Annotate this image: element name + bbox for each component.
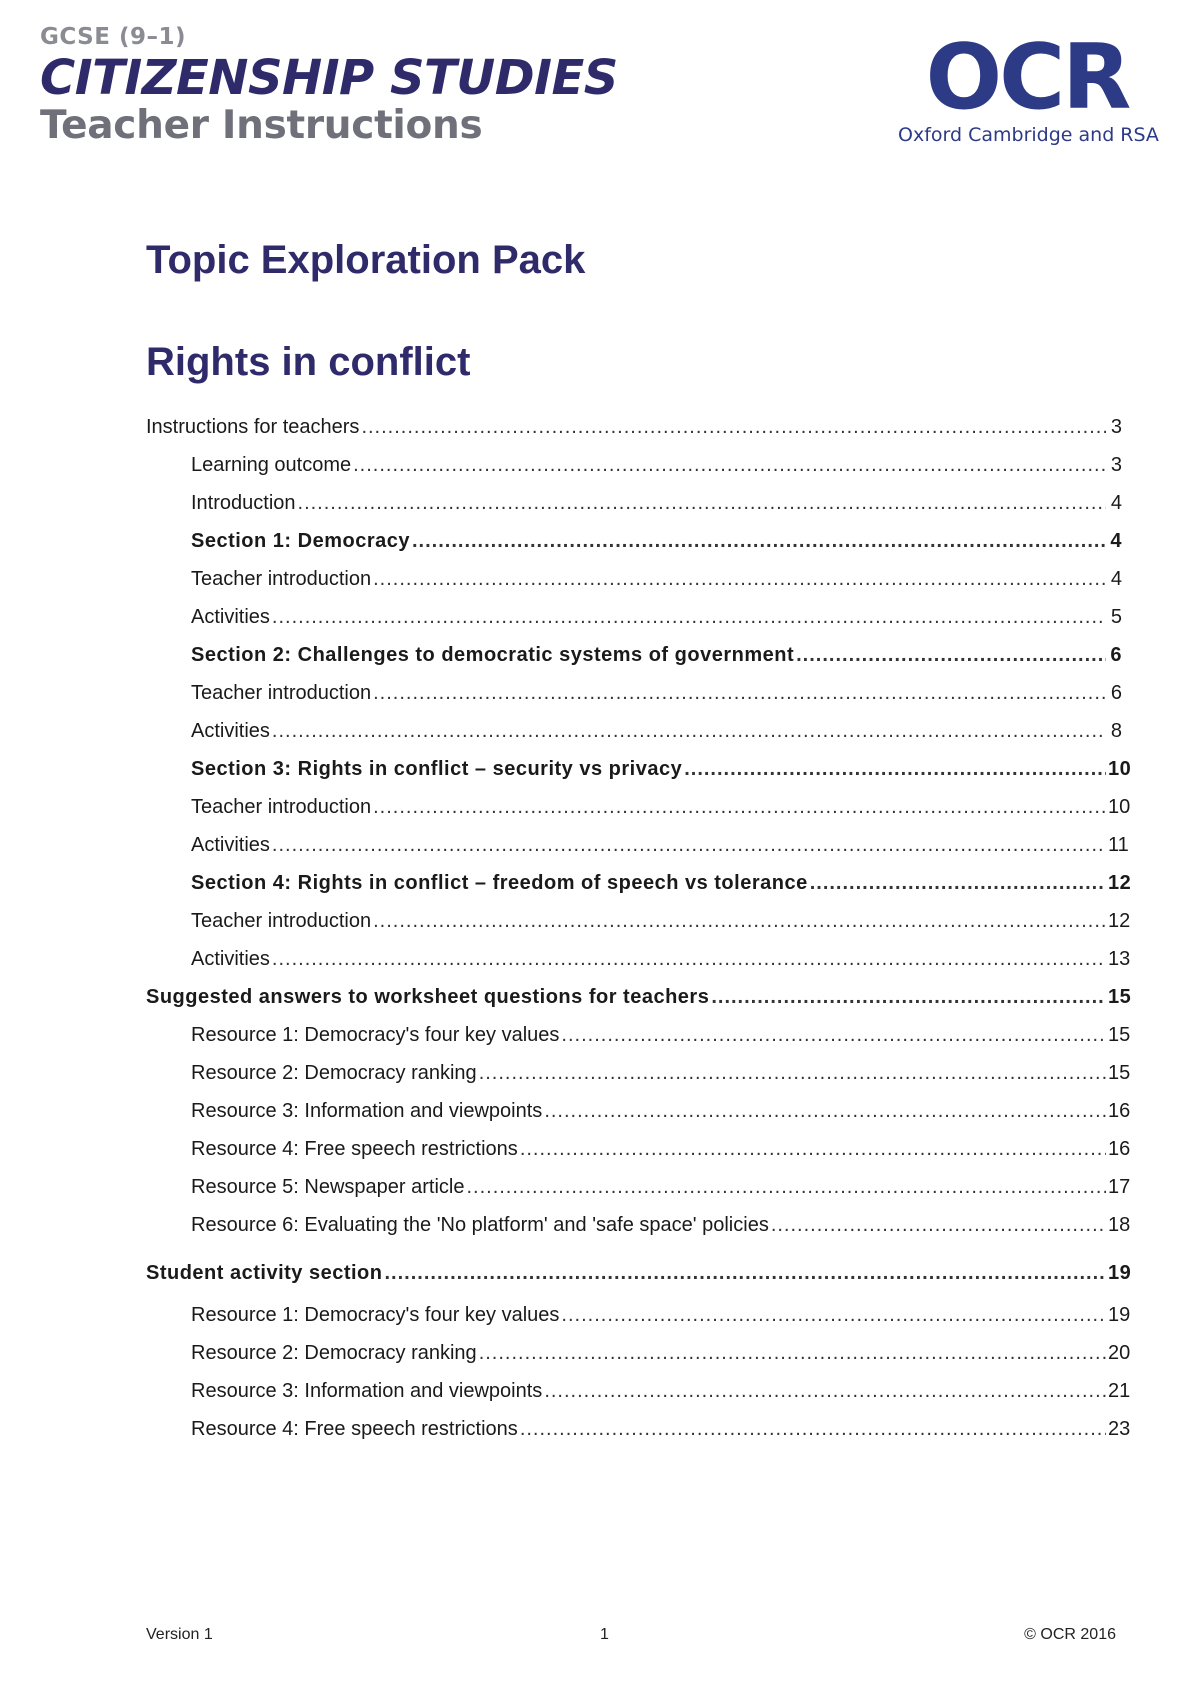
toc-entry-answers-resource-6[interactable] <box>146 1214 1131 1252</box>
toc-entry-answers-resource-3[interactable] <box>146 1100 1131 1138</box>
toc-leader <box>684 758 1106 781</box>
toc-page: 17 <box>1108 1176 1131 1198</box>
toc-label: Teacher introduction <box>191 796 372 818</box>
toc-leader <box>466 1176 1106 1199</box>
toc-leader <box>771 1214 1106 1237</box>
version-label: Version 1 <box>146 1626 213 1643</box>
toc-leader <box>361 416 1106 439</box>
toc-page: 6 <box>1110 682 1122 704</box>
toc-entry-s2-teacher-intro[interactable] <box>146 682 1122 720</box>
toc-page: 8 <box>1110 720 1122 742</box>
toc-page: 4 <box>1110 530 1122 552</box>
toc-label: Resource 3: Information and viewpoints <box>191 1380 543 1402</box>
toc-leader <box>272 834 1106 857</box>
toc-leader <box>353 454 1106 477</box>
toc-label: Instructions for teachers <box>146 416 360 438</box>
toc-page: 6 <box>1110 644 1122 666</box>
toc-entry-suggested-answers[interactable] <box>146 986 1132 1024</box>
toc-label: Resource 5: Newspaper article <box>191 1176 465 1198</box>
toc-leader <box>561 1304 1106 1327</box>
toc-entry-section-4[interactable] <box>146 872 1132 910</box>
toc-label: Section 1: Democracy <box>191 530 410 552</box>
toc-leader <box>561 1024 1106 1047</box>
toc-page: 5 <box>1110 606 1122 628</box>
toc-label: Section 4: Rights in conflict – freedom of speech vs tolerance <box>191 872 808 894</box>
toc-page: 23 <box>1108 1418 1131 1440</box>
toc-leader <box>796 644 1106 667</box>
toc-entry-student-activity[interactable] <box>146 1262 1132 1300</box>
toc-page: 11 <box>1108 834 1129 856</box>
toc-label: Learning outcome <box>191 454 352 476</box>
page-title: Topic Exploration Pack <box>146 238 586 282</box>
toc-entry-s3-activities[interactable] <box>146 834 1129 872</box>
toc-leader <box>810 872 1106 895</box>
toc-page: 15 <box>1108 1062 1131 1084</box>
toc-page: 19 <box>1108 1262 1132 1284</box>
toc-page: 16 <box>1108 1138 1131 1160</box>
toc-page: 21 <box>1108 1380 1131 1402</box>
table-of-contents <box>146 416 1132 1456</box>
toc-entry-s4-teacher-intro[interactable] <box>146 910 1131 948</box>
toc-entry-student-resource-4[interactable] <box>146 1418 1131 1456</box>
toc-entry-answers-resource-5[interactable] <box>146 1176 1131 1214</box>
toc-page: 13 <box>1108 948 1131 970</box>
toc-entry-instructions[interactable] <box>146 416 1122 454</box>
toc-leader <box>412 530 1106 553</box>
toc-page: 10 <box>1108 796 1131 818</box>
toc-page: 4 <box>1110 568 1122 590</box>
toc-label: Resource 4: Free speech restrictions <box>191 1138 518 1160</box>
toc-page: 19 <box>1108 1304 1131 1326</box>
toc-leader <box>373 910 1106 933</box>
toc-label: Activities <box>191 720 270 742</box>
toc-entry-answers-resource-4[interactable] <box>146 1138 1131 1176</box>
toc-label: Teacher introduction <box>191 568 372 590</box>
toc-entry-s1-teacher-intro[interactable] <box>146 568 1122 606</box>
toc-page: 18 <box>1108 1214 1131 1236</box>
toc-page: 15 <box>1108 1024 1131 1046</box>
toc-page: 20 <box>1108 1342 1131 1364</box>
toc-leader <box>272 948 1106 971</box>
toc-label: Activities <box>191 948 270 970</box>
toc-leader <box>711 986 1106 1009</box>
toc-entry-learning-outcome[interactable] <box>146 454 1122 492</box>
toc-leader <box>272 720 1106 743</box>
toc-entry-s3-teacher-intro[interactable] <box>146 796 1131 834</box>
toc-leader <box>520 1138 1106 1161</box>
toc-leader <box>385 1262 1107 1285</box>
toc-label: Resource 1: Democracy's four key values <box>191 1024 560 1046</box>
toc-leader <box>520 1418 1106 1441</box>
toc-leader <box>544 1100 1106 1123</box>
toc-label: Teacher introduction <box>191 682 372 704</box>
toc-entry-s4-activities[interactable] <box>146 948 1131 986</box>
toc-label: Resource 3: Information and viewpoints <box>191 1100 543 1122</box>
toc-page: 4 <box>1110 492 1122 514</box>
toc-leader <box>373 568 1106 591</box>
page-subtitle: Rights in conflict <box>146 340 471 384</box>
subject-title: CITIZENSHIP STUDIES <box>40 50 618 106</box>
copyright-notice: © OCR 2016 <box>1024 1626 1116 1643</box>
toc-label: Teacher introduction <box>191 910 372 932</box>
toc-page: 3 <box>1110 454 1122 476</box>
page-number: 1 <box>600 1626 609 1643</box>
toc-entry-s1-activities[interactable] <box>146 606 1122 644</box>
toc-page: 16 <box>1108 1100 1131 1122</box>
toc-label: Resource 1: Democracy's four key values <box>191 1304 560 1326</box>
toc-label: Resource 6: Evaluating the 'No platform' and 'safe space' policies <box>191 1214 769 1236</box>
document-type: Teacher Instructions <box>40 103 483 148</box>
toc-leader <box>479 1062 1106 1085</box>
qualification-label: GCSE (9–1) <box>40 24 186 50</box>
toc-page: 3 <box>1110 416 1122 438</box>
toc-entry-student-resource-1[interactable] <box>146 1304 1131 1342</box>
toc-page: 12 <box>1108 910 1131 932</box>
logo-mark: OCR <box>925 25 1129 130</box>
document-header <box>40 24 618 148</box>
toc-label: Activities <box>191 606 270 628</box>
toc-leader <box>544 1380 1106 1403</box>
toc-label: Resource 2: Democracy ranking <box>191 1062 477 1084</box>
toc-leader <box>298 492 1106 515</box>
toc-label: Resource 4: Free speech restrictions <box>191 1418 518 1440</box>
toc-entry-answers-resource-1[interactable] <box>146 1024 1131 1062</box>
toc-label: Introduction <box>191 492 296 514</box>
toc-leader <box>373 796 1106 819</box>
toc-label: Resource 2: Democracy ranking <box>191 1342 477 1364</box>
toc-page: 12 <box>1108 872 1132 894</box>
toc-entry-student-resource-2[interactable] <box>146 1342 1131 1380</box>
toc-label: Student activity section <box>146 1262 383 1284</box>
toc-leader <box>479 1342 1106 1365</box>
toc-entry-section-1[interactable] <box>146 530 1122 568</box>
toc-entry-student-resource-3[interactable] <box>146 1380 1131 1418</box>
toc-leader <box>272 606 1106 629</box>
toc-page: 15 <box>1108 986 1132 1008</box>
toc-entry-section-3[interactable] <box>146 758 1132 796</box>
toc-entry-s2-activities[interactable] <box>146 720 1122 758</box>
toc-page: 10 <box>1108 758 1132 780</box>
toc-label: Section 2: Challenges to democratic systems of government <box>191 644 795 666</box>
toc-entry-introduction[interactable] <box>146 492 1122 530</box>
toc-leader <box>373 682 1106 705</box>
toc-label: Suggested answers to worksheet questions for teachers <box>146 986 710 1008</box>
ocr-logo <box>898 25 1159 146</box>
toc-label: Activities <box>191 834 270 856</box>
toc-entry-answers-resource-2[interactable] <box>146 1062 1131 1100</box>
toc-label: Section 3: Rights in conflict – security vs privacy <box>191 758 683 780</box>
logo-tagline: Oxford Cambridge and RSA <box>898 124 1159 146</box>
toc-entry-section-2[interactable] <box>146 644 1122 682</box>
